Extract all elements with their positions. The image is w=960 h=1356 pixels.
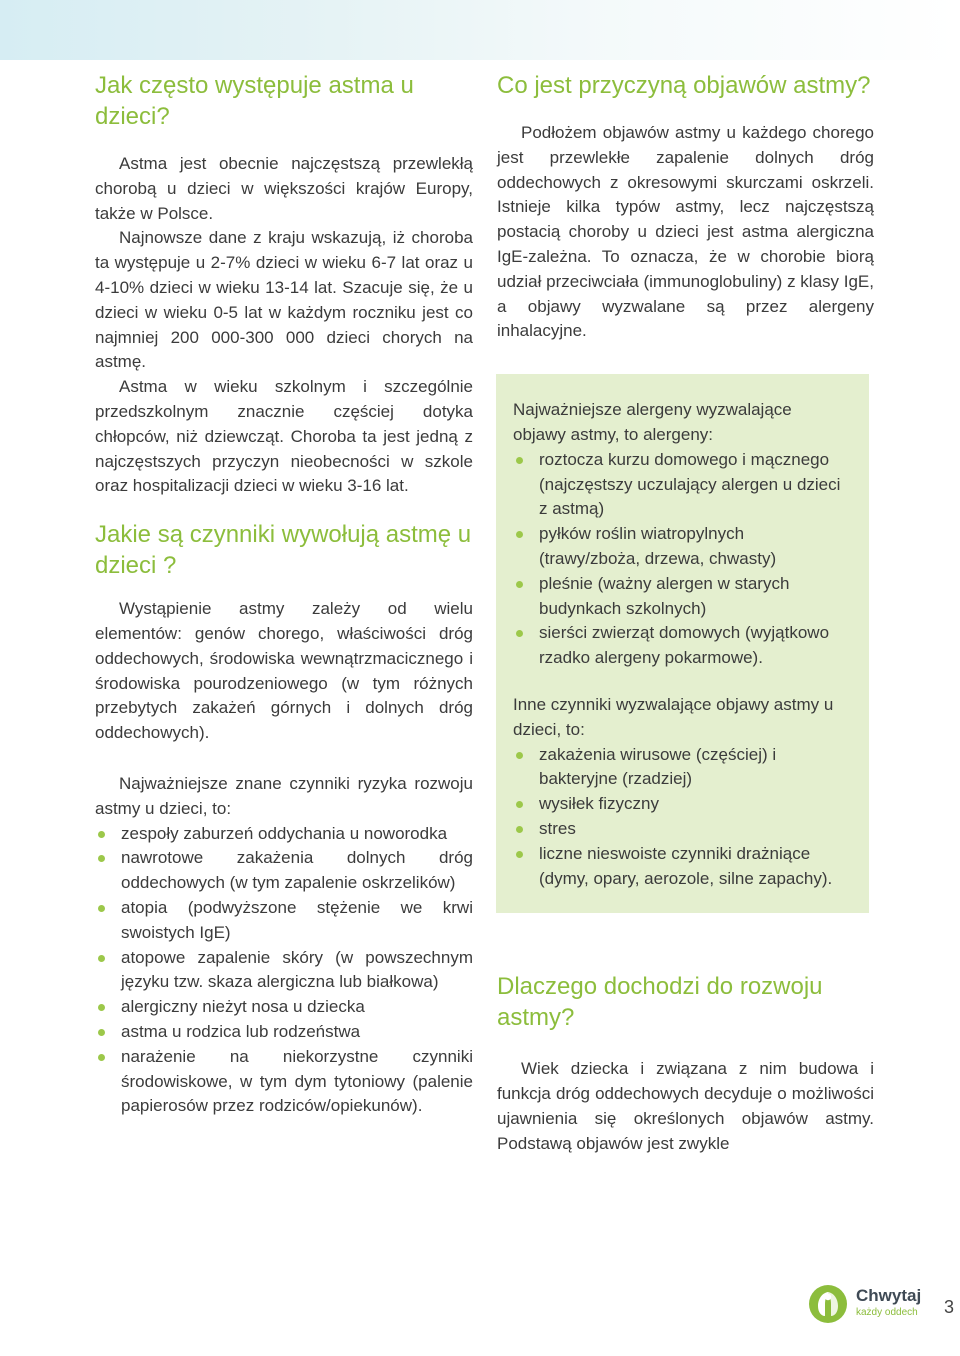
paragraph-risk-intro: Najważniejsze znane czynniki ryzyka rozwoju astmy u dzieci, to: <box>95 773 473 818</box>
box-trigger-intro: Inne czynniki wyzwalające objawy astmy u dzieci, to: <box>513 694 834 739</box>
right-column <box>497 70 874 1157</box>
logo-subtitle: każdy oddech <box>856 1307 918 1318</box>
paragraph-development: Wiek dziecka i związana z nim budowa i funkcja dróg oddechowych decyduje o możliwości ujawnienia się określonych objawów astmy. Podstawą objawów jest zwykle <box>497 1059 874 1153</box>
list-item: liczne nieswoiste czynniki drażniące (dymy, opary, aerozole, silne zapachy). <box>513 842 843 892</box>
trigger-list <box>513 743 843 892</box>
top-gradient-band <box>0 0 960 60</box>
list-item: narażenie na niekorzystne czynniki środowiskowe, w tym dym tytoniowy (palenie papierosów przez rodziców/opiekunów). <box>95 1045 473 1119</box>
lungs-logo-icon <box>808 1284 848 1324</box>
heading-factors: Jakie są czynniki wywołują astmę u dzieci ? <box>95 521 472 580</box>
risk-factor-list <box>95 822 473 1120</box>
box-allergen-intro: Najważniejsze alergeny wyzwalające objawy astmy, to alergeny: <box>513 400 792 444</box>
list-item: zespoły zaburzeń oddychania u noworodka <box>95 822 473 847</box>
allergen-list <box>513 448 843 671</box>
list-item: pyłków roślin wiatropylnych (trawy/zboża, drzewa, chwasty) <box>513 522 843 572</box>
list-item: atopia (podwyższone stężenie we krwi swoistych IgE) <box>95 896 473 946</box>
list-item: sierści zwierząt domowych (wyjątkowo rzadko alergeny pokarmowe). <box>513 621 843 671</box>
heading-development: Dlaczego dochodzi do rozwoju astmy? <box>497 973 823 1032</box>
page-number: 3 <box>944 1297 955 1317</box>
left-column <box>95 70 473 1119</box>
list-item: pleśnie (ważny alergen w starych budynkach szkolnych) <box>513 572 843 622</box>
list-item: roztocza kurzu domowego i mącznego (najczęstszy uczulający alergen u dzieci z astmą) <box>513 448 843 522</box>
list-item: alergiczny nieżyt nosa u dziecka <box>95 995 473 1020</box>
heading-frequency: Jak często występuje astma u dzieci? <box>95 72 414 130</box>
heading-cause: Co jest przyczyną objawów astmy? <box>497 72 871 99</box>
list-item: atopowe zapalenie skóry (w powszechnym języku tzw. skaza alergiczna lub białkowa) <box>95 946 473 996</box>
list-item: zakażenia wirusowe (częściej) i bakteryjne (rzadziej) <box>513 743 843 793</box>
paragraph-elements: Wystąpienie astmy zależy od wielu elementów: genów chorego, właściwości dróg oddechowych, środowiska wewnątrzmacicznego i środowiska pourodzeniowego (w tym różnych przebytych zakażeń górnych i dolnych dróg oddechowych). <box>95 599 473 743</box>
list-item: astma u rodzica lub rodzeństwa <box>95 1020 473 1045</box>
paragraph-cause: Podłożem objawów astmy u każdego chorego jest przewlekłe zapalenie dolnych dróg oddechowych z okresowymi skurczami oskrzeli. Istnieje kilka typów astmy, lecz najczęstszą postacią choroby u dzieci jest astma alergiczna IgE-zależna. To oznacza, że w chorobie biorą udział przeciwciała (immunoglobuliny) z klasy IgE, a objawy wyzwalane są przez alergeny inhalacyjne. <box>497 123 874 341</box>
paragraph-gender: Astma w wieku szkolnym i szczególnie przedszkolnym znacznie częściej dotyka chłopców, niż dziewcząt. Choroba ta jest jedną z najczęstszych przyczyn nieobecności w szkole oraz hospitalizacji dzieci w wieku 3-16 lat. <box>95 377 473 496</box>
paragraph-prevalence: Astma jest obecnie najczęstszą przewlekłą chorobą u dzieci w większości krajów Europy, także w Polsce. <box>95 154 473 223</box>
allergen-info-box <box>496 374 869 913</box>
list-item: stres <box>513 817 843 842</box>
list-item: nawrotowe zakażenia dolnych dróg oddechowych (w tym zapalenie oskrzelików) <box>95 846 473 896</box>
logo-title: Chwytaj <box>856 1286 922 1305</box>
list-item: wysiłek fizyczny <box>513 792 843 817</box>
paragraph-statistics: Najnowsze dane z kraju wskazują, iż choroba ta występuje u 2-7% dzieci w wieku 6-7 lat oraz u 4-10% dzieci w wieku 13-14 lat. Szacuje się, że u dzieci w wieku 0-5 lat w każdym roczniku jest co najmniej 200 000-300 000 dzieci chorych na astmę. <box>95 228 473 372</box>
chwytaj-logo <box>808 1284 928 1332</box>
